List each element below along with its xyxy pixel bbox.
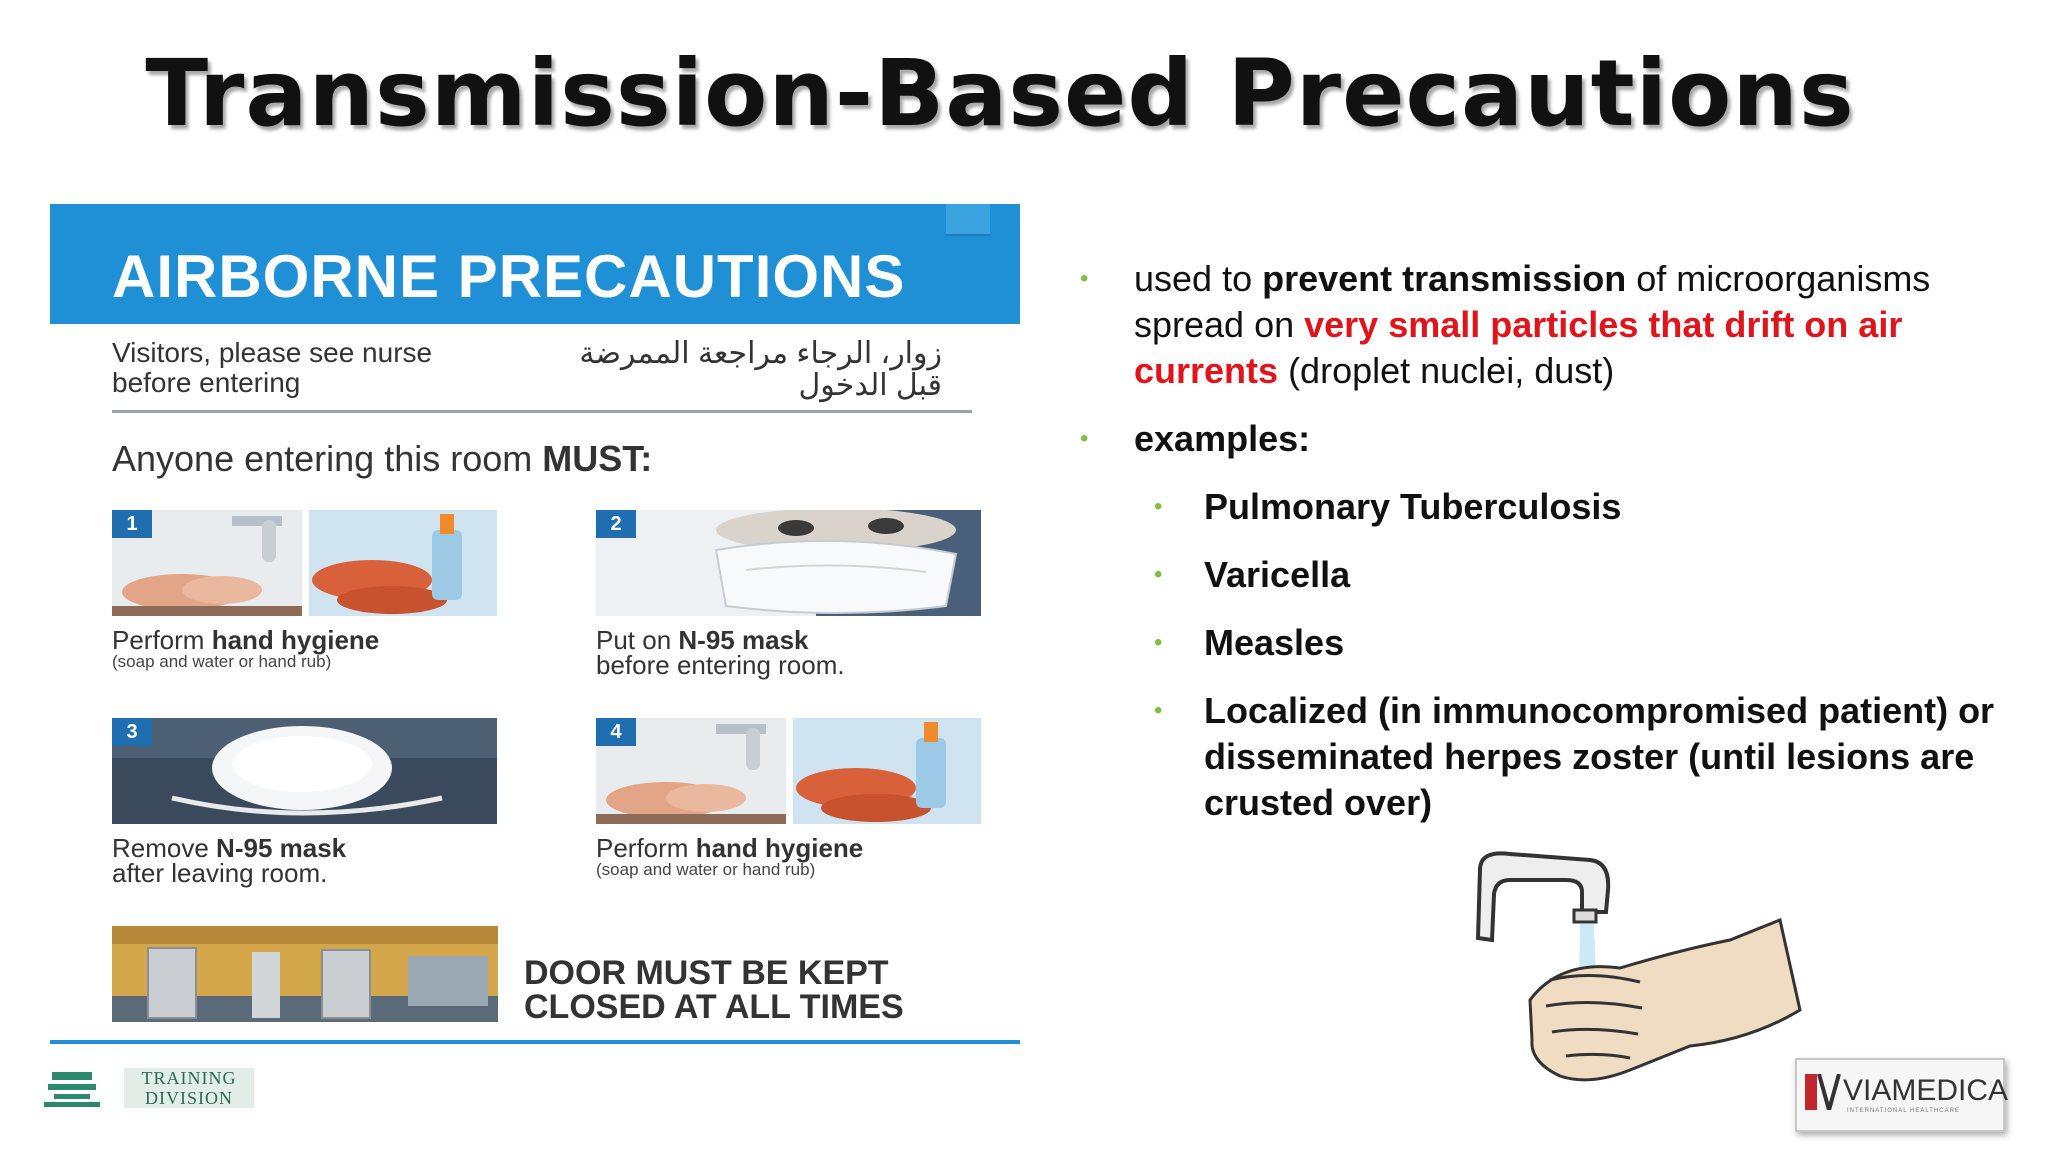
purpose-pre: used to: [1134, 258, 1263, 299]
bullet-dot-icon: •: [1154, 493, 1163, 520]
step-3-pre: Remove: [112, 833, 217, 863]
step-1: [112, 510, 502, 671]
poster-corner-tab: [946, 204, 990, 236]
viamedica-tagline: INTERNATIONAL HEALTHCARE: [1847, 1108, 1960, 1114]
purpose-highlight: very small particles that drift on air currents: [1134, 304, 1903, 391]
visitors-ar-line-1: زوار، الرجاء مراجعة الممرضة: [579, 337, 942, 370]
training-line-2: DIVISION: [145, 1088, 233, 1108]
step-3-number: 3: [112, 718, 152, 746]
training-division-logo: [44, 1064, 274, 1110]
step-2-bold: N-95 mask: [678, 625, 809, 655]
step-4-caption: [596, 833, 986, 879]
purpose-post: (droplet nuclei, dust): [1278, 350, 1615, 391]
step-4-bold: hand hygiene: [695, 833, 864, 863]
step-4-photos: [596, 718, 981, 824]
n95-mask-face-photo-icon: [596, 510, 981, 616]
visitors-note-arabic: [530, 338, 942, 402]
bullet-dot-icon: •: [1154, 629, 1163, 656]
visitors-note-english: [112, 338, 532, 398]
purpose-bold: prevent transmission: [1262, 258, 1627, 299]
door-notice: [524, 956, 904, 1024]
viamedica-name: VIAMEDICA: [1843, 1074, 2009, 1107]
step-3-bold: N-95 mask: [216, 833, 347, 863]
step-4-sub: (soap and water or hand rub): [596, 860, 816, 879]
example-text: Varicella: [1204, 554, 1351, 595]
visitors-en-line-2: before entering: [112, 367, 301, 398]
step-2-post: before entering room.: [596, 650, 845, 680]
handwash-photo-icon: [596, 718, 981, 824]
viamedica-mark-icon: [1805, 1074, 1843, 1110]
example-item: [1070, 484, 2020, 530]
step-2-pre: Put on: [596, 625, 679, 655]
purpose-mid: of microorganisms spread on: [1134, 258, 1931, 345]
poster-heading: AIRBORNE PRECAUTIONS: [112, 243, 906, 310]
slide-content: [1070, 256, 2020, 848]
step-3-photos: [112, 718, 497, 824]
must-bold: MUST:: [542, 438, 653, 479]
hand-washing-illustration-icon: [1470, 850, 1810, 1090]
handwash-photo-icon: [112, 510, 497, 616]
step-1-number: 1: [112, 510, 152, 538]
step-1-pre: Perform: [112, 625, 212, 655]
step-4: [596, 718, 986, 879]
step-2: [596, 510, 986, 678]
bullet-dot-icon: •: [1080, 265, 1089, 292]
example-item: [1070, 552, 2020, 598]
bullet-dot-icon: •: [1154, 697, 1163, 724]
closed-door-photo-icon: [112, 926, 498, 1022]
viamedica-logo: [1795, 1058, 2009, 1132]
door-line-1: DOOR MUST BE KEPT: [524, 954, 889, 992]
example-text: Localized (in immunocompromised patient) or disseminated herpes zoster (until lesions are crusted over): [1204, 690, 1995, 823]
visitors-en-line-1: Visitors, please see nurse: [112, 337, 433, 368]
step-1-caption: [112, 625, 502, 671]
visitors-ar-line-2: قبل الدخول: [798, 369, 942, 402]
step-2-number: 2: [596, 510, 636, 538]
example-text: Pulmonary Tuberculosis: [1204, 486, 1622, 527]
training-division-label: [124, 1068, 254, 1108]
n95-mask-photo-icon: [112, 718, 497, 824]
must-prefix: Anyone entering this room: [112, 438, 533, 479]
step-3-caption: [112, 833, 502, 888]
step-2-photos: [596, 510, 981, 616]
must-instruction: [112, 438, 652, 480]
training-line-1: TRAINING: [141, 1068, 237, 1088]
airborne-precautions-poster: [50, 204, 1020, 1046]
bullet-dot-icon: •: [1154, 561, 1163, 588]
poster-divider: [112, 410, 972, 413]
slide-title: Transmission-Based Precautions: [145, 40, 1855, 147]
step-1-sub: (soap and water or hand rub): [112, 652, 332, 671]
example-text: Measles: [1204, 622, 1345, 663]
step-3-post: after leaving room.: [112, 858, 328, 888]
bullet-examples: [1070, 416, 2020, 462]
step-2-caption: [596, 625, 986, 680]
door-line-2: CLOSED AT ALL TIMES: [524, 988, 904, 1026]
example-item: [1070, 688, 2020, 826]
step-3: [112, 718, 502, 886]
bullet-dot-icon: •: [1080, 425, 1089, 452]
step-1-photos: [112, 510, 497, 616]
step-1-bold: hand hygiene: [211, 625, 380, 655]
training-division-icon: [44, 1070, 100, 1110]
step-4-number: 4: [596, 718, 636, 746]
bullet-purpose: [1070, 256, 2020, 394]
example-item: [1070, 620, 2020, 666]
poster-bottom-rule: [50, 1040, 1020, 1044]
step-4-pre: Perform: [596, 833, 696, 863]
examples-heading: examples:: [1134, 418, 1311, 459]
